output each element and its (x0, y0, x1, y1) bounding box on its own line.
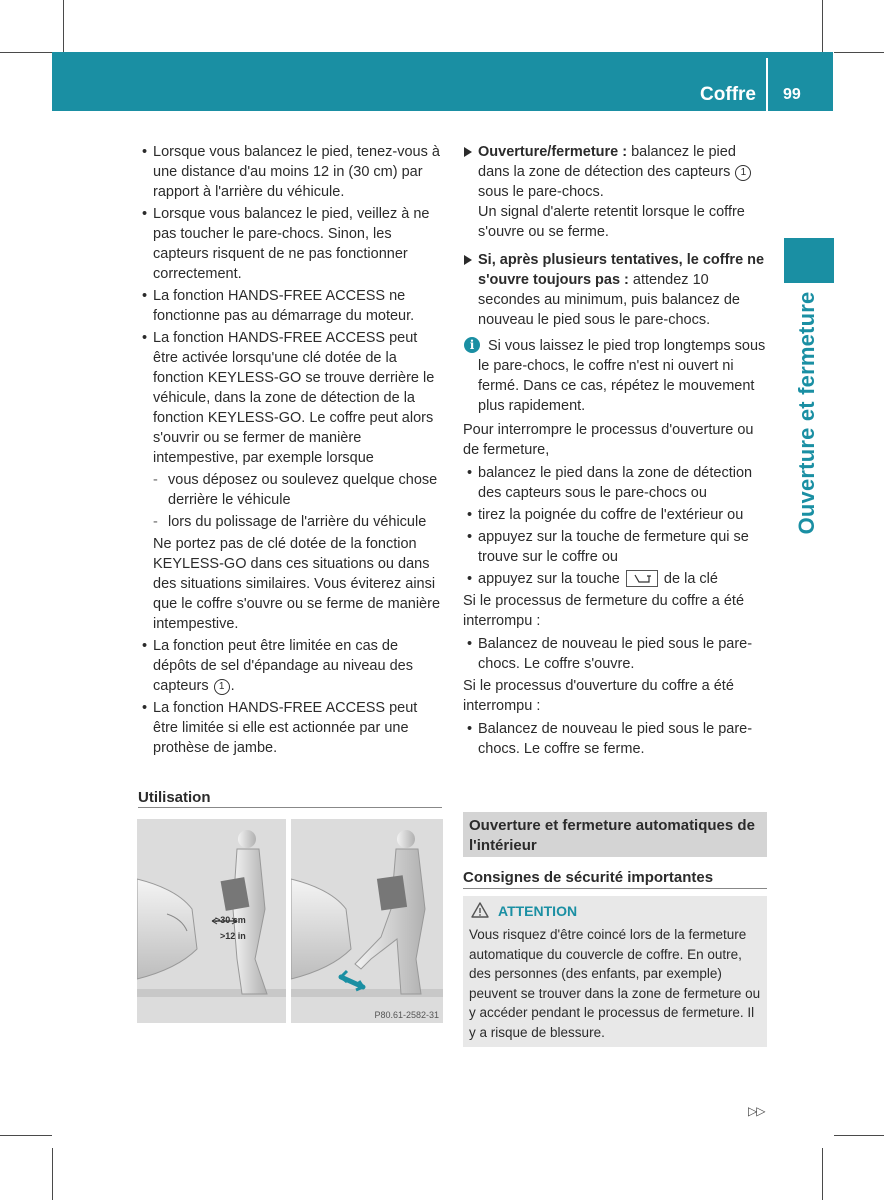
illustration-panel-kick (291, 819, 443, 1023)
list-item: • Lorsque vous balancez le pied, tenez-vous à une distance d'au moins 12 in (30 cm) par rapport à l'arrière du véhicule. (138, 142, 444, 202)
list-item: • appuyez sur la touche de fermeture qui se trouve sur le coffre ou (463, 527, 769, 567)
car-and-person-drawing (137, 819, 286, 1023)
paragraph: Pour interrompre le processus d'ouverture ou de fermeture, (463, 422, 754, 458)
instruction-step (463, 250, 769, 330)
crop-mark (52, 1148, 53, 1200)
right-column (463, 142, 769, 761)
chapter-label: Ouverture et fermeture (794, 291, 819, 535)
left-column (138, 142, 444, 760)
list-item: • La fonction HANDS-FREE ACCESS peut être activée lorsqu'une clé dotée de la fonction KEYLESS-GO se trouve derrière le véhicule, dans la zone de détection de la fonction KEYLESS-GO. Le coffre peut alors s'ouvrir ou se fermer de manière intempestive, par exemple lorsque (138, 328, 444, 468)
crop-mark (822, 0, 823, 52)
crop-mark (63, 0, 64, 52)
callout-number: 1 (214, 679, 230, 695)
list-item-text: . (230, 678, 235, 694)
info-icon: i (464, 337, 480, 353)
figure-code: P80.61-2582-31 (374, 1010, 439, 1020)
step-text: balancez le pied dans la zone de détection des capteurs (478, 144, 736, 180)
list-item: • Lorsque vous balancez le pied, veillez à ne pas toucher le pare-chocs. Sinon, les capteurs risquent de ne pas fonctionner correctement. (138, 204, 444, 284)
warning-text: Vous risquez d'être coincé lors de la fermeture automatique du couvercle de coffre. En outre, des personnes (des enfants, par exemple) peuvent se trouver dans la zone de fermeture ou y accéder pendant le processus de fermeture. Il y a risque de blessure. (469, 927, 761, 1040)
warning-triangle-icon (471, 902, 489, 918)
illustration (137, 819, 443, 1023)
list-item (463, 569, 769, 589)
list-item: • La fonction HANDS-FREE ACCESS peut être limitée si elle est actionnée par une prothèse de jambe. (138, 698, 444, 758)
illustration-panel-distance (137, 819, 286, 1023)
step-text: attendez 10 secondes au minimum, puis balancez de nouveau le pied sous le pare-chocs. (478, 272, 740, 328)
list-item: • Balancez de nouveau le pied sous le pare-chocs. Le coffre se ferme. (463, 719, 769, 759)
trunk-key-icon (626, 570, 658, 587)
info-note (463, 336, 769, 416)
usage-heading: Utilisation (138, 789, 442, 808)
dash-item: - vous déposez ou soulevez quelque chose derrière le véhicule (138, 470, 444, 510)
chapter-tab (784, 238, 834, 283)
list-item-text: appuyez sur la touche (478, 571, 624, 587)
dash-item: - lors du polissage de l'arrière du véhicule (138, 512, 444, 532)
list-item: • Balancez de nouveau le pied sous le pare-chocs. Le coffre s'ouvre. (463, 634, 769, 674)
foot-kick-drawing (291, 819, 443, 1023)
step-title: Ouverture/fermeture : (478, 144, 628, 160)
paragraph: Si le processus d'ouverture du coffre a été interrompu : (463, 678, 734, 714)
paragraph: Ne portez pas de clé dotée de la fonction KEYLESS-GO dans ces situations ou dans des situations similaires. Vous éviterez ainsi que le coffre s'ouvre ou se ferme de manière intempestive. (153, 536, 441, 632)
list-item: • La fonction HANDS-FREE ACCESS ne fonctionne pas au démarrage du moteur. (138, 286, 444, 326)
crop-mark (0, 52, 52, 53)
info-text: Si vous laissez le pied trop longtemps sous le pare-chocs, le coffre n'est ni ouvert ni fermé. Dans ce cas, répétez le mouvement plus rapidement. (478, 338, 766, 414)
warning-header (471, 902, 577, 919)
crop-mark (822, 1148, 823, 1200)
continue-marker: ▷▷ (748, 1104, 765, 1118)
section-title: Coffre (700, 84, 756, 105)
list-item-text: de la clé (659, 571, 718, 587)
instruction-step (463, 142, 769, 242)
list-item: • tirez la poignée du coffre de l'extérieur ou (463, 505, 769, 525)
warning-label: ATTENTION (498, 903, 578, 919)
distance-in-label: >12 in (220, 931, 246, 941)
subsection-title: Ouverture et fermeture automatiques de l'intérieur (469, 817, 755, 854)
crop-mark (834, 52, 884, 53)
list-item-text: La fonction peut être limitée en cas de dépôts de sel d'épandage au niveau des capteurs (153, 638, 413, 694)
safety-heading: Consignes de sécurité importantes (463, 869, 767, 889)
paragraph: Si le processus de fermeture du coffre a été interrompu : (463, 593, 745, 629)
crop-mark (0, 1135, 52, 1136)
step-title: Si, après plusieurs tentatives, le coffre ne s'ouvre toujours pas : (478, 252, 765, 288)
crop-mark (834, 1135, 884, 1136)
page-number: 99 (783, 86, 801, 103)
step-text: sous le pare-chocs. (478, 184, 604, 200)
distance-cm-label: >30 cm (215, 915, 246, 925)
list-item (138, 636, 444, 696)
list-item: • balancez le pied dans la zone de détection des capteurs sous le pare-chocs ou (463, 463, 769, 503)
step-note: Un signal d'alerte retentit lorsque le coffre s'ouvre ou se ferme. (478, 204, 745, 240)
header-divider (766, 58, 768, 111)
callout-number: 1 (735, 165, 751, 181)
